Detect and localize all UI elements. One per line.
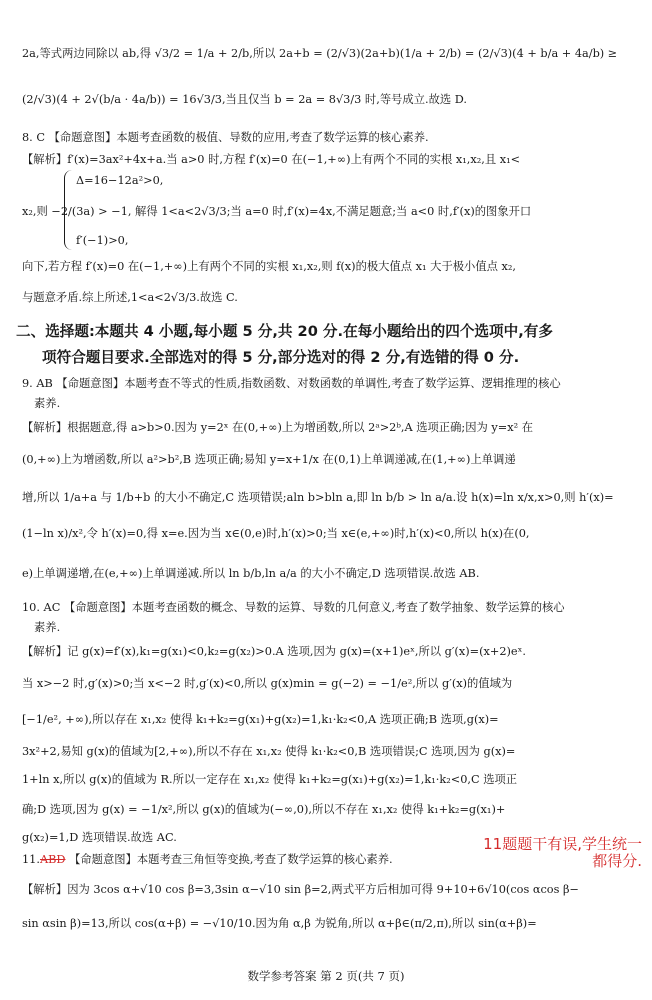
annotation-line-2: 都得分.	[592, 852, 642, 870]
annotation-line-1: 11题题干有误,学生统一	[483, 835, 642, 853]
section-2-heading-line-1: 二、选择题:本题共 4 小题,每小题 5 分,共 20 分.在每小题给出的四个选项中,有多	[16, 323, 553, 340]
q9-solution-line-5: e)上单调递增,在(e,+∞)上单调递减.所以 ln b/b,ln a/a 的大小不确定,D 选项错误.故选 AB.	[22, 567, 480, 580]
q11-solution-line-1: 【解析】因为 3cos α+√10 cos β=3,3sin α−√10 sin β=2,两式平方后相加可得 9+10+6√10(cos αcos β−	[22, 883, 579, 896]
q8-heading: 8. C 【命题意图】本题考查函数的极值、导数的应用,考查了数学运算的核心素养.	[22, 131, 429, 144]
q10-solution-line-1: 【解析】记 g(x)=f′(x),k₁=g(x₁)<0,k₂=g(x₂)>0.A 选项,因为 g(x)=(x+1)eˣ,所以 g′(x)=(x+2)eˣ.	[22, 645, 526, 658]
q9-solution-line-1: 【解析】根据题意,得 a>b>0.因为 y=2ˣ 在(0,+∞)上为增函数,所以 2ᵃ>2ᵇ,A 选项正确;因为 y=x² 在	[22, 421, 534, 434]
q9-solution-line-2: (0,+∞)上为增函数,所以 a²>b²,B 选项正确;易知 y=x+1/x 在(0,1)上单调递减,在(1,+∞)上单调递	[22, 453, 516, 466]
section-2-heading-line-2: 项符合题目要求.全部选对的得 5 分,部分选对的得 2 分,有选错的得 0 分.	[42, 349, 520, 366]
q9-heading-cont: 素养.	[34, 397, 61, 410]
q11-solution-line-2: sin αsin β)=13,所以 cos(α+β) = −√10/10.因为角 α,β 为锐角,所以 α+β∈(π/2,π),所以 sin(α+β)=	[22, 917, 537, 930]
q7-continuation-line-1: 2a,等式两边同除以 ab,得 √3/2 = 1/a + 2/b,所以 2a+b = (2/√3)(2a+b)(1/a + 2/b) = (2/√3)(4 + b/a + 4a/b) ≥	[22, 47, 618, 60]
q11-struck-answer: ABD	[39, 853, 66, 866]
q8-system-row-3: f′(−1)>0,	[76, 234, 129, 247]
q8-system-row-2: x₂,则 −2/(3a) > −1, 解得 1<a<2√3/3;当 a=0 时,f′(x)=4x,不满足题意;当 a<0 时,f′(x)的图象开口	[22, 205, 532, 218]
q10-solution-line-2: 当 x>−2 时,g′(x)>0;当 x<−2 时,g′(x)<0,所以 g(x)min = g(−2) = −1/e²,所以 g′(x)的值域为	[22, 677, 513, 690]
handwritten-annotation	[442, 836, 642, 870]
q9-solution-line-4: (1−ln x)/x²,令 h′(x)=0,得 x=e.因为当 x∈(0,e)时,h′(x)>0;当 x∈(e,+∞)时,h′(x)<0,所以 h(x)在(0,	[22, 527, 530, 540]
q10-heading-cont: 素养.	[34, 621, 61, 634]
q8-solution-line-2: 向下,若方程 f′(x)=0 在(−1,+∞)上有两个不同的实根 x₁,x₂,则 f(x)的极大值点 x₁ 大于极小值点 x₂,	[22, 260, 517, 273]
q11-heading	[22, 852, 436, 868]
q8-solution-line-1: 【解析】f′(x)=3ax²+4x+a.当 a>0 时,方程 f′(x)=0 在(−1,+∞)上有两个不同的实根 x₁,x₂,且 x₁<	[22, 153, 521, 166]
q8-system-row-1: Δ=16−12a²>0,	[76, 174, 164, 187]
q10-solution-line-3: [−1/e², +∞),所以存在 x₁,x₂ 使得 k₁+k₂=g(x₁)+g(x₂)=1,k₁·k₂<0,A 选项正确;B 选项,g(x)=	[22, 713, 499, 726]
q7-continuation-line-2: (2/√3)(4 + 2√(b/a · 4a/b)) = 16√3/3,当且仅当 b = 2a = 8√3/3 时,等号成立.故选 D.	[22, 93, 468, 106]
page-footer: 数学参考答案 第 2 页(共 7 页)	[247, 969, 405, 983]
q9-solution-line-3: 增,所以 1/a+a 与 1/b+b 的大小不确定,C 选项错误;aln b>bln a,即 ln b/b > ln a/a.设 h(x)=ln x/x,x>0,则 h′(x)=	[22, 491, 614, 504]
q11-heading-text: 【命题意图】本题考查三角恒等变换,考查了数学运算的核心素养.	[65, 853, 393, 866]
q10-solution-line-6: 确;D 选项,因为 g(x) = −1/x²,所以 g(x)的值域为(−∞,0),所以不存在 x₁,x₂ 使得 k₁+k₂=g(x₁)+	[22, 803, 506, 816]
q11-number: 11.	[22, 853, 40, 866]
q10-solution-line-4: 3x²+2,易知 g(x)的值域为[2,+∞),所以不存在 x₁,x₂ 使得 k₁·k₂<0,B 选项错误;C 选项,因为 g(x)=	[22, 745, 516, 758]
q10-solution-line-5: 1+ln x,所以 g(x)的值域为 R.所以一定存在 x₁,x₂ 使得 k₁+k₂=g(x₁)+g(x₂)=1,k₁·k₂<0,C 选项正	[22, 773, 518, 786]
q8-solution-line-3: 与题意矛盾.综上所述,1<a<2√3/3.故选 C.	[22, 291, 238, 304]
q9-heading: 9. AB 【命题意图】本题考查不等式的性质,指数函数、对数函数的单调性,考查了数学运算、逻辑推理的核心	[22, 377, 561, 390]
q10-solution-line-7: g(x₂)=1,D 选项错误.故选 AC.	[22, 831, 177, 844]
q10-heading: 10. AC 【命题意图】本题考查函数的概念、导数的运算、导数的几何意义,考查了数学抽象、数学运算的核心	[22, 601, 565, 614]
